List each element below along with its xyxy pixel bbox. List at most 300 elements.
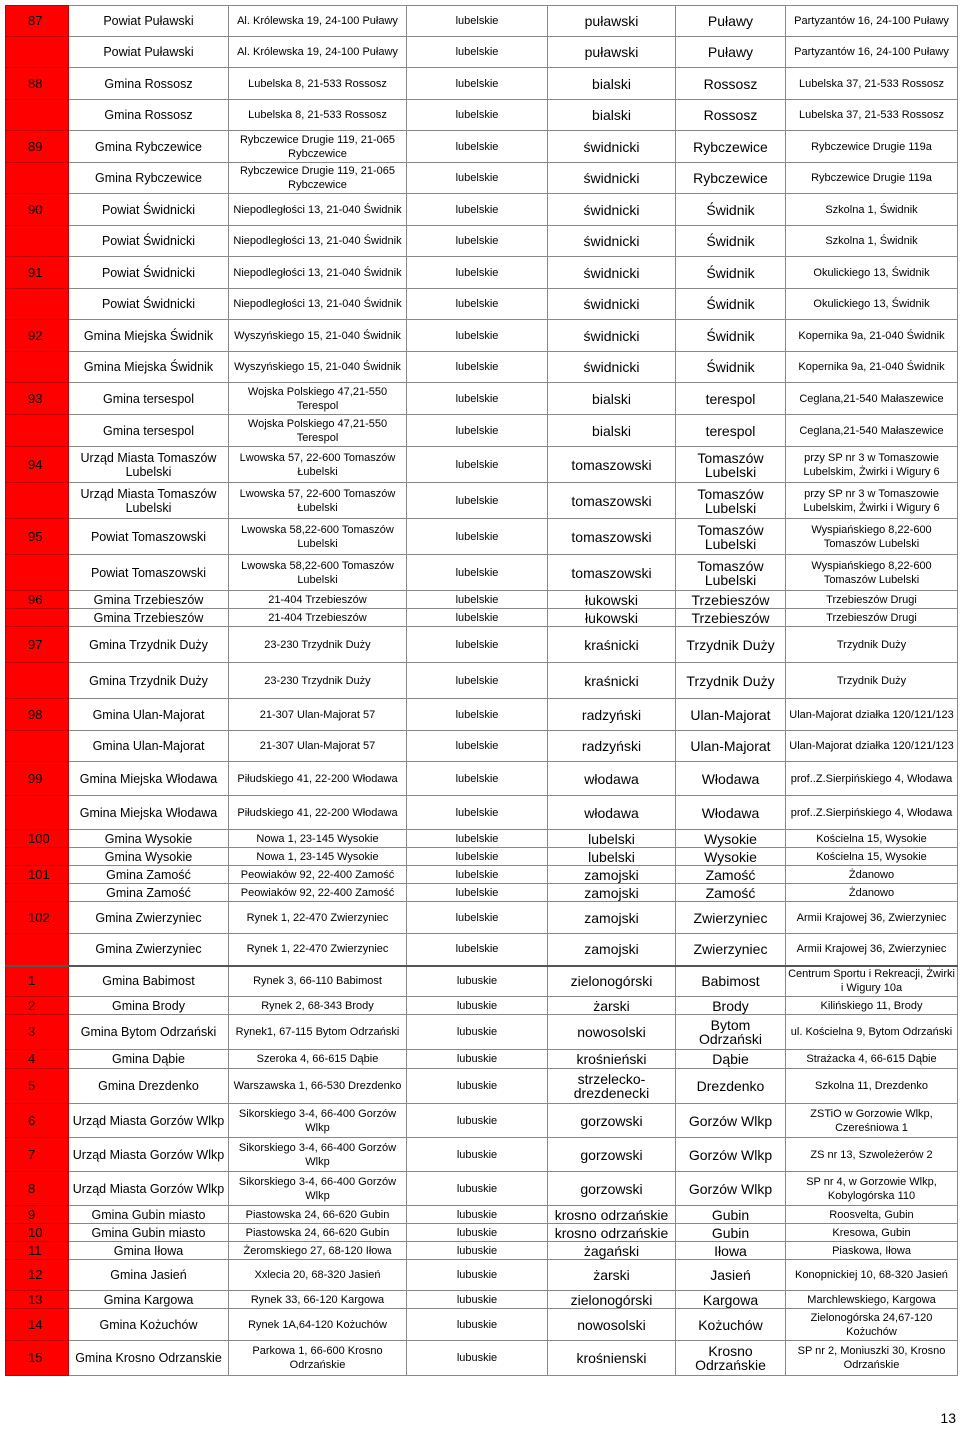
voivodeship-cell: lubelskie	[407, 731, 548, 762]
row-number-cell	[6, 415, 69, 447]
address-cell: Lubelska 8, 21-533 Rossosz	[229, 100, 407, 131]
county-cell: lubelski	[548, 848, 676, 866]
table-row	[6, 519, 958, 555]
address-table	[5, 5, 958, 1376]
municipality-cell: Tomaszów Lubelski	[676, 483, 786, 519]
table-row	[6, 848, 958, 866]
address-cell: Wyszyńskiego 15, 21-040 Świdnik	[229, 320, 407, 352]
institution-cell: Gmina Babimost	[69, 966, 229, 997]
address-cell: Sikorskiego 3-4, 66-400 Gorzów Wlkp	[229, 1138, 407, 1172]
address-cell: 21-307 Ulan-Majorat 57	[229, 731, 407, 762]
table-row	[6, 415, 958, 447]
row-number-cell: 94	[6, 447, 69, 483]
county-cell: puławski	[548, 37, 676, 68]
row-number-cell	[6, 663, 69, 699]
municipality-cell: Włodawa	[676, 762, 786, 796]
municipality-cell: Rybczewice	[676, 131, 786, 163]
address-cell: Piłudskiego 41, 22-200 Włodawa	[229, 762, 407, 796]
row-number-cell: 7	[6, 1138, 69, 1172]
voivodeship-cell: lubelskie	[407, 447, 548, 483]
row-number-cell: 11	[6, 1242, 69, 1260]
row-number-cell	[6, 848, 69, 866]
municipality-cell: Świdnik	[676, 320, 786, 352]
row-number-cell: 98	[6, 699, 69, 731]
row-number-cell: 91	[6, 257, 69, 289]
table-row	[6, 796, 958, 830]
county-cell: świdnicki	[548, 163, 676, 194]
row-number-cell: 89	[6, 131, 69, 163]
row-number-cell: 87	[6, 6, 69, 37]
table-row	[6, 1104, 958, 1138]
location-cell: Zielonogórska 24,67-120 Kożuchów	[786, 1309, 958, 1341]
municipality-cell: Wysokie	[676, 848, 786, 866]
location-cell: prof..Z.Sierpińskiego 4, Włodawa	[786, 762, 958, 796]
table-row	[6, 1224, 958, 1242]
voivodeship-cell: lubelskie	[407, 848, 548, 866]
table-row	[6, 289, 958, 320]
row-number-cell	[6, 352, 69, 383]
location-cell: Ulan-Majorat działka 120/121/123	[786, 731, 958, 762]
location-cell: Kościelna 15, Wysokie	[786, 830, 958, 848]
row-number-cell: 5	[6, 1069, 69, 1104]
voivodeship-cell: lubelskie	[407, 830, 548, 848]
location-cell: Lubelska 37, 21-533 Rossosz	[786, 68, 958, 100]
address-cell: Al. Królewska 19, 24-100 Puławy	[229, 6, 407, 37]
institution-cell: Urząd Miasta Gorzów Wlkp	[69, 1104, 229, 1138]
institution-cell: Gmina Brody	[69, 997, 229, 1015]
table-row	[6, 257, 958, 289]
institution-cell: Gmina Iłowa	[69, 1242, 229, 1260]
institution-cell: Gmina Miejska Świdnik	[69, 352, 229, 383]
voivodeship-cell: lubelskie	[407, 415, 548, 447]
voivodeship-cell: lubelskie	[407, 257, 548, 289]
table-row	[6, 1050, 958, 1069]
location-cell: Ceglana,21-540 Małaszewice	[786, 415, 958, 447]
location-cell: Ulan-Majorat działka 120/121/123	[786, 699, 958, 731]
location-cell: Szkolna 11, Drezdenko	[786, 1069, 958, 1104]
address-cell: Lwowska 58,22-600 Tomaszów Lubelski	[229, 555, 407, 591]
county-cell: radzyński	[548, 699, 676, 731]
address-cell: Szeroka 4, 66-615 Dąbie	[229, 1050, 407, 1069]
address-cell: Rynek 3, 66-110 Babimost	[229, 966, 407, 997]
table-row	[6, 194, 958, 226]
address-cell: Niepodległości 13, 21-040 Świdnik	[229, 194, 407, 226]
row-number-cell: 6	[6, 1104, 69, 1138]
institution-cell: Gmina Kargowa	[69, 1291, 229, 1309]
location-cell: Kopernika 9a, 21-040 Świdnik	[786, 352, 958, 383]
institution-cell: Gmina Trzebieszów	[69, 591, 229, 609]
location-cell: Trzebieszów Drugi	[786, 591, 958, 609]
address-cell: 23-230 Trzydnik Duży	[229, 663, 407, 699]
address-cell: Parkowa 1, 66-600 Krosno Odrzańskie	[229, 1341, 407, 1376]
location-cell: Kopernika 9a, 21-040 Świdnik	[786, 320, 958, 352]
county-cell: gorzowski	[548, 1172, 676, 1206]
municipality-cell: terespol	[676, 383, 786, 415]
location-cell: ZSTiO w Gorzowie Wlkp, Czereśniowa 1	[786, 1104, 958, 1138]
address-cell: Nowa 1, 23-145 Wysokie	[229, 830, 407, 848]
address-cell: Rynek 1A,64-120 Kożuchów	[229, 1309, 407, 1341]
institution-cell: Gmina Zamość	[69, 866, 229, 884]
row-number-cell	[6, 100, 69, 131]
county-cell: krosno odrzańskie	[548, 1224, 676, 1242]
location-cell: Wyspiańskiego 8,22-600 Tomaszów Lubelski	[786, 555, 958, 591]
row-number-cell	[6, 37, 69, 68]
municipality-cell: Tomaszów Lubelski	[676, 555, 786, 591]
address-cell: Lwowska 58,22-600 Tomaszów Lubelski	[229, 519, 407, 555]
municipality-cell: Zamość	[676, 866, 786, 884]
location-cell: Ceglana,21-540 Małaszewice	[786, 383, 958, 415]
table-row	[6, 1015, 958, 1050]
municipality-cell: Brody	[676, 997, 786, 1015]
voivodeship-cell: lubelskie	[407, 100, 548, 131]
address-cell: Peowiaków 92, 22-400 Zamość	[229, 884, 407, 902]
table-row	[6, 1138, 958, 1172]
table-row	[6, 1242, 958, 1260]
voivodeship-cell: lubelskie	[407, 591, 548, 609]
municipality-cell: Trzydnik Duży	[676, 663, 786, 699]
table-row	[6, 699, 958, 731]
institution-cell: Gmina Wysokie	[69, 848, 229, 866]
institution-cell: Gmina tersespol	[69, 415, 229, 447]
row-number-cell	[6, 884, 69, 902]
institution-cell: Urząd Miasta Gorzów Wlkp	[69, 1172, 229, 1206]
table-row	[6, 320, 958, 352]
voivodeship-cell: lubuskie	[407, 1015, 548, 1050]
row-number-cell: 13	[6, 1291, 69, 1309]
address-cell: Sikorskiego 3-4, 66-400 Gorzów Wlkp	[229, 1172, 407, 1206]
location-cell: Wyspiańskiego 8,22-600 Tomaszów Lubelski	[786, 519, 958, 555]
location-cell: Kościelna 15, Wysokie	[786, 848, 958, 866]
voivodeship-cell: lubelskie	[407, 934, 548, 966]
county-cell: gorzowski	[548, 1138, 676, 1172]
municipality-cell: Zwierzyniec	[676, 902, 786, 934]
table-row	[6, 1291, 958, 1309]
location-cell: ZS nr 13, Szwoleżerów 2	[786, 1138, 958, 1172]
county-cell: świdnicki	[548, 320, 676, 352]
voivodeship-cell: lubelskie	[407, 699, 548, 731]
county-cell: świdnicki	[548, 289, 676, 320]
location-cell: Szkolna 1, Świdnik	[786, 226, 958, 257]
location-cell: Okulickiego 13, Świdnik	[786, 257, 958, 289]
municipality-cell: Świdnik	[676, 257, 786, 289]
row-number-cell	[6, 609, 69, 627]
county-cell: włodawa	[548, 762, 676, 796]
location-cell: ul. Kościelna 9, Bytom Odrzański	[786, 1015, 958, 1050]
table-row	[6, 591, 958, 609]
municipality-cell: Rossosz	[676, 100, 786, 131]
county-cell: bialski	[548, 100, 676, 131]
institution-cell: Powiat Świdnicki	[69, 194, 229, 226]
voivodeship-cell: lubelskie	[407, 289, 548, 320]
county-cell: tomaszowski	[548, 555, 676, 591]
location-cell: Rybczewice Drugie 119a	[786, 163, 958, 194]
row-number-cell	[6, 555, 69, 591]
voivodeship-cell: lubuskie	[407, 1104, 548, 1138]
voivodeship-cell: lubuskie	[407, 1309, 548, 1341]
institution-cell: Gmina Ulan-Majorat	[69, 731, 229, 762]
address-cell: Peowiaków 92, 22-400 Zamość	[229, 866, 407, 884]
address-cell: Rybczewice Drugie 119, 21-065 Rybczewice	[229, 131, 407, 163]
address-cell: Lwowska 57, 22-600 Tomaszów Łubelski	[229, 483, 407, 519]
location-cell: Lubelska 37, 21-533 Rossosz	[786, 100, 958, 131]
voivodeship-cell: lubelskie	[407, 37, 548, 68]
municipality-cell: Ulan-Majorat	[676, 731, 786, 762]
address-cell: 21-307 Ulan-Majorat 57	[229, 699, 407, 731]
address-cell: Wyszyńskiego 15, 21-040 Świdnik	[229, 352, 407, 383]
address-cell: Piłudskiego 41, 22-200 Włodawa	[229, 796, 407, 830]
municipality-cell: Puławy	[676, 37, 786, 68]
county-cell: nowosolski	[548, 1309, 676, 1341]
county-cell: kraśnicki	[548, 627, 676, 663]
municipality-cell: terespol	[676, 415, 786, 447]
row-number-cell: 15	[6, 1341, 69, 1376]
voivodeship-cell: lubelskie	[407, 663, 548, 699]
address-cell: 21-404 Trzebieszów	[229, 591, 407, 609]
location-cell: Szkolna 1, Świdnik	[786, 194, 958, 226]
table-row	[6, 100, 958, 131]
municipality-cell: Włodawa	[676, 796, 786, 830]
row-number-cell: 1	[6, 966, 69, 997]
institution-cell: Gmina Trzydnik Duży	[69, 663, 229, 699]
address-cell: Xxlecia 20, 68-320 Jasień	[229, 1260, 407, 1291]
location-cell: Armii Krajowej 36, Zwierzyniec	[786, 934, 958, 966]
county-cell: świdnicki	[548, 194, 676, 226]
table-row	[6, 6, 958, 37]
row-number-cell: 9	[6, 1206, 69, 1224]
row-number-cell: 3	[6, 1015, 69, 1050]
institution-cell: Gmina Zamość	[69, 884, 229, 902]
location-cell: Konopnickiej 10, 68-320 Jasień	[786, 1260, 958, 1291]
municipality-cell: Krosno Odrzańskie	[676, 1341, 786, 1376]
municipality-cell: Świdnik	[676, 289, 786, 320]
row-number-cell: 96	[6, 591, 69, 609]
county-cell: bialski	[548, 68, 676, 100]
county-cell: bialski	[548, 415, 676, 447]
location-cell: Rybczewice Drugie 119a	[786, 131, 958, 163]
institution-cell: Gmina Dąbie	[69, 1050, 229, 1069]
institution-cell: Gmina Ulan-Majorat	[69, 699, 229, 731]
county-cell: świdnicki	[548, 257, 676, 289]
voivodeship-cell: lubelskie	[407, 796, 548, 830]
address-cell: Al. Królewska 19, 24-100 Puławy	[229, 37, 407, 68]
table-row	[6, 68, 958, 100]
row-number-cell: 8	[6, 1172, 69, 1206]
institution-cell: Gmina Zwierzyniec	[69, 902, 229, 934]
voivodeship-cell: lubelskie	[407, 483, 548, 519]
table-row	[6, 731, 958, 762]
address-cell: Żeromskiego 27, 68-120 Iłowa	[229, 1242, 407, 1260]
location-cell: SP nr 2, Moniuszki 30, Krosno Odrzańskie	[786, 1341, 958, 1376]
location-cell: Trzydnik Duży	[786, 663, 958, 699]
county-cell: nowosolski	[548, 1015, 676, 1050]
voivodeship-cell: lubelskie	[407, 609, 548, 627]
institution-cell: Powiat Świdnicki	[69, 226, 229, 257]
municipality-cell: Tomaszów Lubelski	[676, 447, 786, 483]
county-cell: lubelski	[548, 830, 676, 848]
institution-cell: Powiat Tomaszowski	[69, 519, 229, 555]
municipality-cell: Gubin	[676, 1206, 786, 1224]
institution-cell: Gmina Bytom Odrzański	[69, 1015, 229, 1050]
address-cell: 21-404 Trzebieszów	[229, 609, 407, 627]
location-cell: Kilińskiego 11, Brody	[786, 997, 958, 1015]
table-row	[6, 383, 958, 415]
voivodeship-cell: lubelskie	[407, 627, 548, 663]
municipality-cell: Trzebieszów	[676, 591, 786, 609]
county-cell: zielonogórski	[548, 1291, 676, 1309]
county-cell: żagański	[548, 1242, 676, 1260]
voivodeship-cell: lubelskie	[407, 320, 548, 352]
county-cell: kraśnicki	[548, 663, 676, 699]
table-row	[6, 447, 958, 483]
institution-cell: Powiat Tomaszowski	[69, 555, 229, 591]
row-number-cell: 4	[6, 1050, 69, 1069]
county-cell: świdnicki	[548, 352, 676, 383]
address-cell: Rynek 33, 66-120 Kargowa	[229, 1291, 407, 1309]
table-row	[6, 555, 958, 591]
county-cell: radzyński	[548, 731, 676, 762]
address-cell: Piastowska 24, 66-620 Gubin	[229, 1206, 407, 1224]
county-cell: tomaszowski	[548, 519, 676, 555]
institution-cell: Powiat Świdnicki	[69, 289, 229, 320]
county-cell: gorzowski	[548, 1104, 676, 1138]
row-number-cell: 93	[6, 383, 69, 415]
municipality-cell: Babimost	[676, 966, 786, 997]
voivodeship-cell: lubuskie	[407, 1050, 548, 1069]
municipality-cell: Kożuchów	[676, 1309, 786, 1341]
voivodeship-cell: lubuskie	[407, 1206, 548, 1224]
location-cell: Trzydnik Duży	[786, 627, 958, 663]
table-row	[6, 934, 958, 966]
location-cell: Strażacka 4, 66-615 Dąbie	[786, 1050, 958, 1069]
table-row	[6, 1260, 958, 1291]
county-cell: tomaszowski	[548, 483, 676, 519]
table-row	[6, 131, 958, 163]
row-number-cell	[6, 796, 69, 830]
voivodeship-cell: lubelskie	[407, 866, 548, 884]
municipality-cell: Wysokie	[676, 830, 786, 848]
table-row	[6, 1206, 958, 1224]
row-number-cell	[6, 226, 69, 257]
county-cell: zielonogórski	[548, 966, 676, 997]
municipality-cell: Gubin	[676, 1224, 786, 1242]
voivodeship-cell: lubelskie	[407, 762, 548, 796]
county-cell: zamojski	[548, 934, 676, 966]
table-row	[6, 997, 958, 1015]
table-row	[6, 1069, 958, 1104]
municipality-cell: Gorzów Wlkp	[676, 1104, 786, 1138]
voivodeship-cell: lubuskie	[407, 1260, 548, 1291]
location-cell: przy SP nr 3 w Tomaszowie Lubelskim, Żwirki i Wigury 6	[786, 483, 958, 519]
row-number-cell: 102	[6, 902, 69, 934]
municipality-cell: Zamość	[676, 884, 786, 902]
institution-cell: Gmina Rybczewice	[69, 131, 229, 163]
county-cell: puławski	[548, 6, 676, 37]
location-cell: przy SP nr 3 w Tomaszowie Lubelskim, Żwirki i Wigury 6	[786, 447, 958, 483]
county-cell: tomaszowski	[548, 447, 676, 483]
row-number-cell	[6, 163, 69, 194]
table-row	[6, 884, 958, 902]
county-cell: strzelecko-drezdenecki	[548, 1069, 676, 1104]
county-cell: zamojski	[548, 884, 676, 902]
table-row	[6, 663, 958, 699]
municipality-cell: Trzebieszów	[676, 609, 786, 627]
municipality-cell: Drezdenko	[676, 1069, 786, 1104]
institution-cell: Gmina Trzydnik Duży	[69, 627, 229, 663]
row-number-cell: 10	[6, 1224, 69, 1242]
table-row	[6, 762, 958, 796]
institution-cell: Urząd Miasta Tomaszów Lubelski	[69, 447, 229, 483]
voivodeship-cell: lubelskie	[407, 902, 548, 934]
county-cell: łukowski	[548, 591, 676, 609]
row-number-cell: 88	[6, 68, 69, 100]
institution-cell: Powiat Puławski	[69, 6, 229, 37]
voivodeship-cell: lubuskie	[407, 997, 548, 1015]
institution-cell: Gmina Drezdenko	[69, 1069, 229, 1104]
address-cell: Warszawska 1, 66-530 Drezdenko	[229, 1069, 407, 1104]
address-cell: Niepodległości 13, 21-040 Świdnik	[229, 257, 407, 289]
voivodeship-cell: lubelskie	[407, 884, 548, 902]
row-number-cell: 2	[6, 997, 69, 1015]
table-row	[6, 609, 958, 627]
address-cell: Rynek 1, 22-470 Zwierzyniec	[229, 902, 407, 934]
voivodeship-cell: lubelskie	[407, 6, 548, 37]
table-row	[6, 1172, 958, 1206]
voivodeship-cell: lubelskie	[407, 352, 548, 383]
table-row	[6, 627, 958, 663]
institution-cell: Gmina Miejska Świdnik	[69, 320, 229, 352]
voivodeship-cell: lubelskie	[407, 131, 548, 163]
location-cell: SP nr 4, w Gorzowie Wlkp, Kobylogórska 110	[786, 1172, 958, 1206]
voivodeship-cell: lubelskie	[407, 519, 548, 555]
voivodeship-cell: lubuskie	[407, 1291, 548, 1309]
institution-cell: Gmina Gubin miasto	[69, 1206, 229, 1224]
municipality-cell: Tomaszów Lubelski	[676, 519, 786, 555]
institution-cell: Powiat Świdnicki	[69, 257, 229, 289]
row-number-cell	[6, 731, 69, 762]
voivodeship-cell: lubelskie	[407, 383, 548, 415]
institution-cell: Gmina Kożuchów	[69, 1309, 229, 1341]
row-number-cell: 97	[6, 627, 69, 663]
voivodeship-cell: lubuskie	[407, 1242, 548, 1260]
county-cell: zamojski	[548, 866, 676, 884]
table-row	[6, 352, 958, 383]
institution-cell: Gmina tersespol	[69, 383, 229, 415]
address-cell: 23-230 Trzydnik Duży	[229, 627, 407, 663]
institution-cell: Gmina Trzebieszów	[69, 609, 229, 627]
location-cell: Centrum Sportu i Rekreacji, Żwirki i Wigury 10a	[786, 966, 958, 997]
address-cell: Wojska Polskiego 47,21-550 Terespol	[229, 383, 407, 415]
table-row	[6, 866, 958, 884]
municipality-cell: Kargowa	[676, 1291, 786, 1309]
municipality-cell: Bytom Odrzański	[676, 1015, 786, 1050]
address-cell: Rynek 1, 22-470 Zwierzyniec	[229, 934, 407, 966]
county-cell: żarski	[548, 997, 676, 1015]
table-row	[6, 902, 958, 934]
institution-cell: Gmina Jasień	[69, 1260, 229, 1291]
location-cell: prof..Z.Sierpińskiego 4, Włodawa	[786, 796, 958, 830]
voivodeship-cell: lubelskie	[407, 226, 548, 257]
institution-cell: Gmina Krosno Odrzanskie	[69, 1341, 229, 1376]
row-number-cell: 90	[6, 194, 69, 226]
table-row	[6, 37, 958, 68]
row-number-cell: 12	[6, 1260, 69, 1291]
location-cell: Żdanowo	[786, 866, 958, 884]
location-cell: Marchlewskiego, Kargowa	[786, 1291, 958, 1309]
municipality-cell: Rybczewice	[676, 163, 786, 194]
county-cell: świdnicki	[548, 131, 676, 163]
municipality-cell: Jasień	[676, 1260, 786, 1291]
county-cell: włodawa	[548, 796, 676, 830]
